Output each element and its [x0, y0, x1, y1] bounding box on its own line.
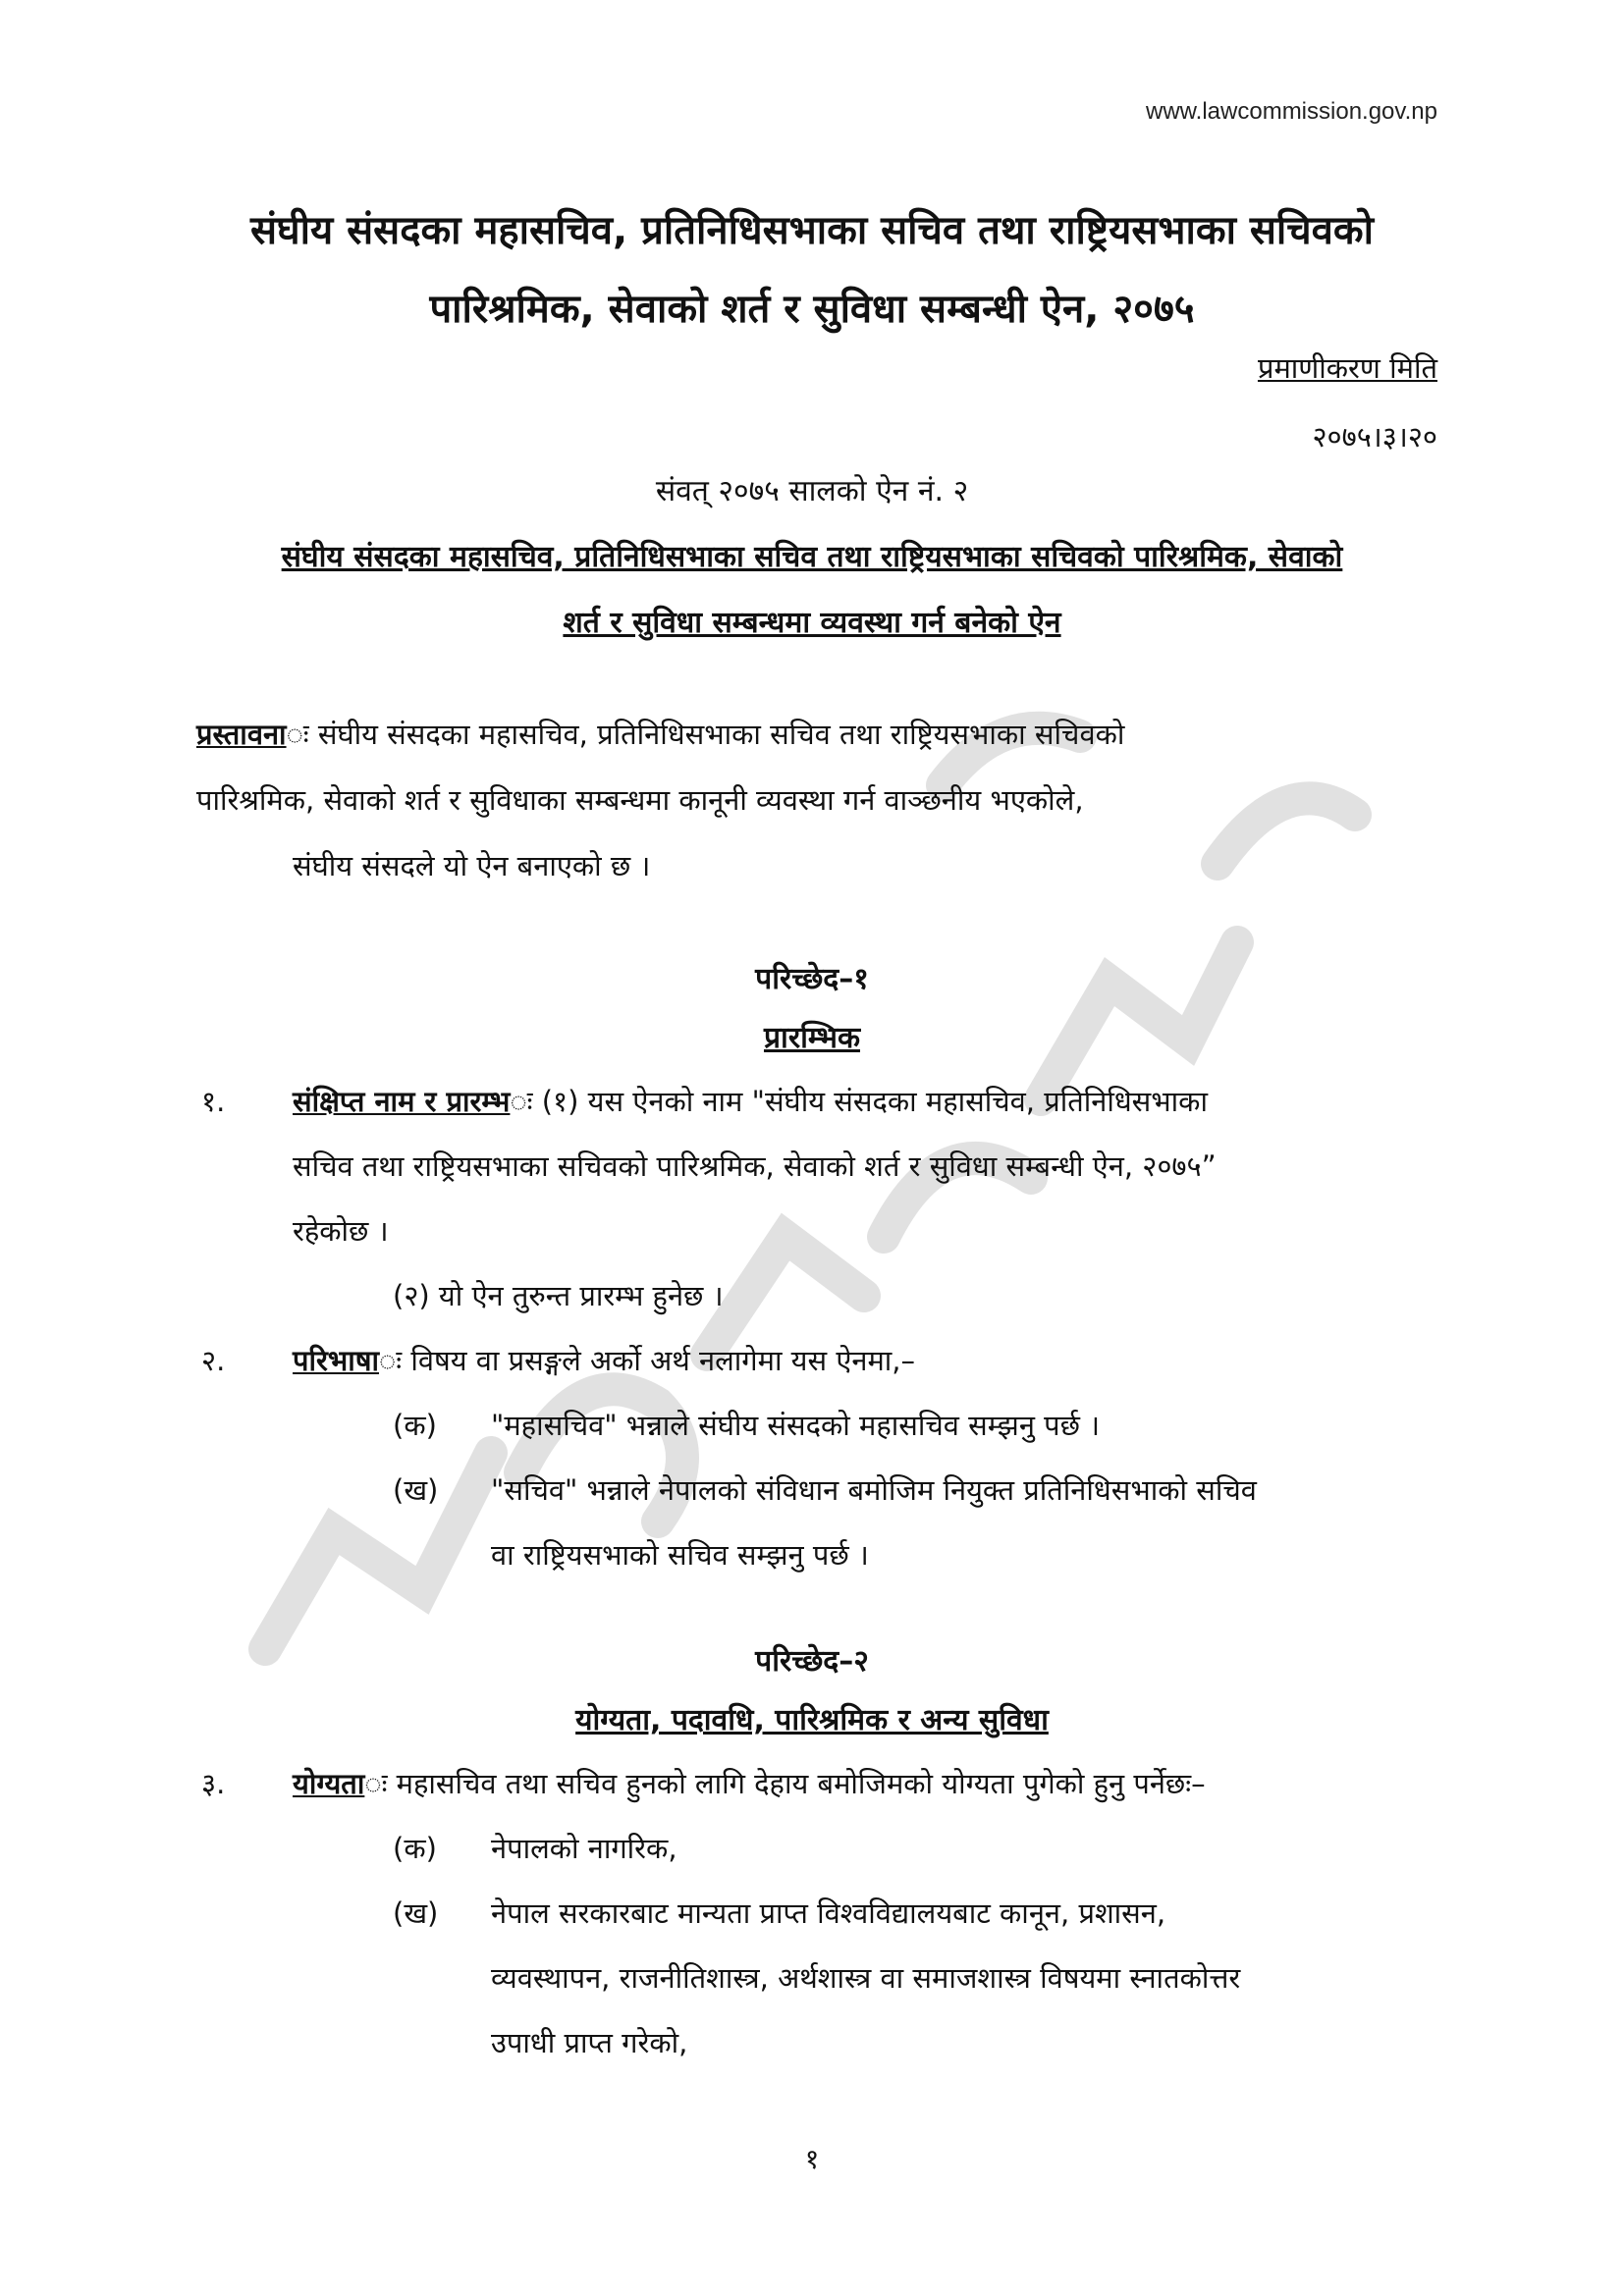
act-subtitle-line-1: संघीय संसदका महासचिव, प्रतिनिधिसभाका सचिव तथा राष्ट्रियसभाका सचिवको पारिश्रमिक, सेवाको [281, 540, 1343, 574]
section-3-line-1 [293, 1764, 1206, 1802]
section-3-number: ३. [201, 1767, 226, 1800]
chapter-2-title: योग्यता, पदावधि, पारिश्रमिक र अन्य सुविधा [575, 1703, 1049, 1737]
authentication-label: प्रमाणीकरण मिति [1257, 351, 1437, 385]
document-title-line-2: पारिश्रमिक, सेवाको शर्त र सुविधा सम्बन्धी ऐन, २०७५ [429, 287, 1195, 332]
section-3-item-kha-text-3: उपाधी प्राप्त गरेको, [491, 2026, 688, 2059]
section-1-line-2: सचिव तथा राष्ट्रियसभाका सचिवको पारिश्रमिक, सेवाको शर्त र सुविधा सम्बन्धी ऐन, २०७५” [293, 1149, 1217, 1183]
section-1-subsection-2: (२) यो ऐन तुरुन्त प्रारम्भ हुनेछ । [393, 1279, 724, 1312]
page-number: १ [804, 2143, 820, 2175]
section-2-item-ka-text: "महासचिव" भन्नाले संघीय संसदको महासचिव सम्झनु पर्छ । [491, 1409, 1101, 1442]
act-number: संवत् २०७५ सालको ऐन नं. २ [655, 474, 969, 508]
section-1-text-1: ः (१) यस ऐनको नाम "संघीय संसदका महासचिव, प्रतिनिधिसभाका [510, 1085, 1208, 1118]
watermark-seal [196, 491, 1473, 1767]
authentication-date: २०७५।३।२० [1312, 420, 1437, 454]
preamble-line-1 [196, 715, 1124, 753]
section-3-intro: ः महासचिव तथा सचिव हुनको लागि देहाय बमोजिमको योग्यता पुगेको हुनु पर्नेछः– [364, 1767, 1206, 1800]
section-1-heading: संक्षिप्त नाम र प्रारम्भ [293, 1085, 511, 1118]
section-2-number: २. [201, 1344, 226, 1377]
section-3-item-ka-label: (क) [393, 1832, 437, 1865]
chapter-1-title: प्रारम्भिक [763, 1021, 860, 1055]
section-2-heading: परिभाषा [293, 1344, 380, 1377]
section-2-item-ka-label: (क) [393, 1409, 437, 1442]
source-url[interactable]: www.lawcommission.gov.np [1146, 98, 1437, 125]
section-2-line-1 [293, 1341, 915, 1379]
section-1-number: १. [201, 1085, 226, 1118]
act-subtitle-line-2: शर्त र सुविधा सम्बन्धमा व्यवस्था गर्न बनेको ऐन [563, 606, 1061, 640]
preamble-line-3: संघीय संसदले यो ऐन बनाएको छ । [293, 849, 651, 882]
section-2-item-kha-text-1: "सचिव" भन्नाले नेपालको संविधान बमोजिम नियुक्त प्रतिनिधिसभाको सचिव [491, 1473, 1257, 1507]
section-1-line-1 [293, 1082, 1208, 1120]
section-2-item-kha-text-2: वा राष्ट्रियसभाको सचिव सम्झनु पर्छ । [491, 1538, 869, 1572]
section-3-heading: योग्यता [293, 1767, 365, 1800]
section-3-item-kha-label: (ख) [393, 1896, 439, 1930]
section-3-item-ka-text: नेपालको नागरिक, [491, 1832, 677, 1865]
section-1-line-3: रहेकोछ । [293, 1214, 389, 1248]
chapter-1-heading: परिच्छेद–१ [755, 962, 869, 996]
preamble-line-2: पारिश्रमिक, सेवाको शर्त र सुविधाका सम्बन्धमा कानूनी व्यवस्था गर्न वाञ्छनीय भएकोले, [196, 783, 1084, 817]
preamble-label: प्रस्तावना [196, 718, 287, 751]
section-3-item-kha-text-2: व्यवस्थापन, राजनीतिशास्त्र, अर्थशास्त्र वा समाजशास्त्र विषयमा स्नातकोत्तर [491, 1961, 1241, 1995]
section-2-item-kha-label: (ख) [393, 1473, 439, 1507]
chapter-2-heading: परिच्छेद–२ [755, 1644, 869, 1679]
section-2-intro: ः विषय वा प्रसङ्गले अर्को अर्थ नलागेमा यस ऐनमा,– [379, 1344, 916, 1377]
document-title-line-1: संघीय संसदका महासचिव, प्रतिनिधिसभाका सचिव तथा राष्ट्रियसभाका सचिवको [249, 208, 1375, 253]
section-3-item-kha-text-1: नेपाल सरकारबाट मान्यता प्राप्त विश्वविद्यालयबाट कानून, प्रशासन, [491, 1896, 1166, 1930]
preamble-text-1: ः संघीय संसदका महासचिव, प्रतिनिधिसभाका सचिव तथा राष्ट्रियसभाका सचिवको [286, 718, 1125, 751]
